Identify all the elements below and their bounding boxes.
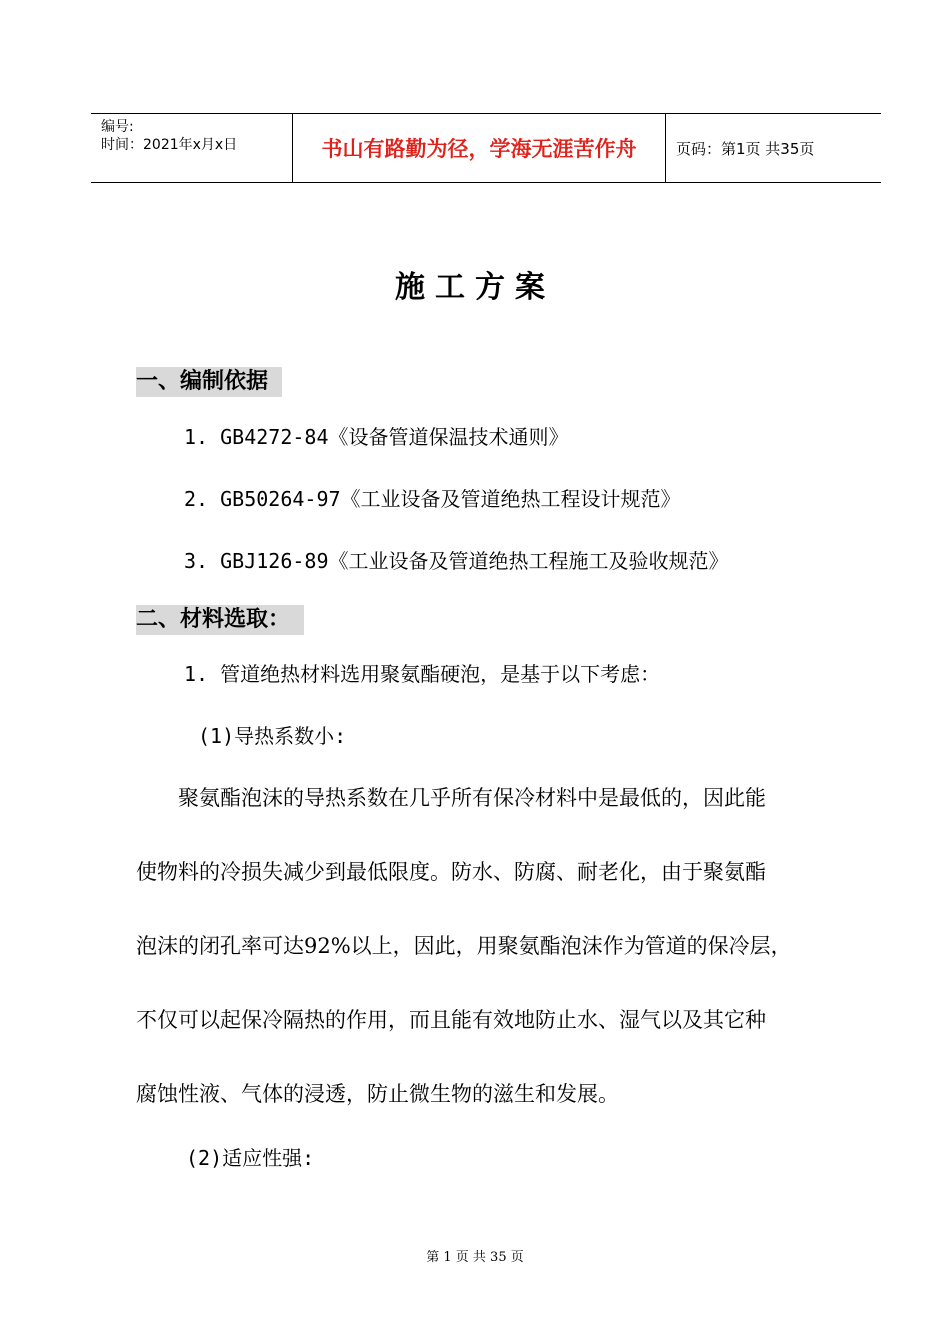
time-label: 时间：2021年x月x日	[101, 137, 238, 153]
section-heading-basis: 一、编制依据	[136, 367, 282, 397]
number-label: 编号:	[101, 119, 134, 135]
header-meta-cell	[91, 114, 293, 182]
document-header	[91, 113, 881, 183]
paragraph-line-2: 使物料的冷损失减少到最低限度。防水、防腐、耐老化，由于聚氨酯	[136, 860, 766, 884]
motto-text: 书山有路勤为径，学海无涯苦作舟	[321, 136, 637, 161]
header-page-cell	[666, 114, 881, 182]
materials-sub-2: (2)适应性强:	[186, 1146, 315, 1170]
header-motto-cell	[293, 114, 666, 182]
paragraph-line-3: 泡沫的闭孔率可达92%以上，因此，用聚氨酯泡沫作为管道的保冷层，	[136, 934, 792, 958]
paragraph-line-1: 聚氨酯泡沫的导热系数在几乎所有保冷材料中是最低的，因此能	[136, 786, 766, 810]
section-heading-materials: 二、材料选取：	[136, 605, 304, 635]
paragraph-line-4: 不仅可以起保冷隔热的作用，而且能有效地防止水、湿气以及其它种	[136, 1008, 766, 1032]
document-title: 施工方案	[395, 270, 555, 305]
materials-sub-1: (1)导热系数小:	[198, 724, 347, 748]
basis-item-3: 3. GBJ126-89《工业设备及管道绝热工程施工及验收规范》	[184, 549, 729, 573]
paragraph-line-5: 腐蚀性液、气体的浸透，防止微生物的滋生和发展。	[136, 1082, 619, 1106]
page-info: 页码：第1页 共35页	[676, 139, 815, 158]
basis-item-2: 2. GB50264-97《工业设备及管道绝热工程设计规范》	[184, 487, 681, 511]
basis-item-1: 1. GB4272-84《设备管道保温技术通则》	[184, 425, 569, 449]
page-footer: 第 1 页 共 35 页	[426, 1250, 524, 1265]
materials-item-1: 1. 管道绝热材料选用聚氨酯硬泡，是基于以下考虑：	[184, 662, 661, 686]
